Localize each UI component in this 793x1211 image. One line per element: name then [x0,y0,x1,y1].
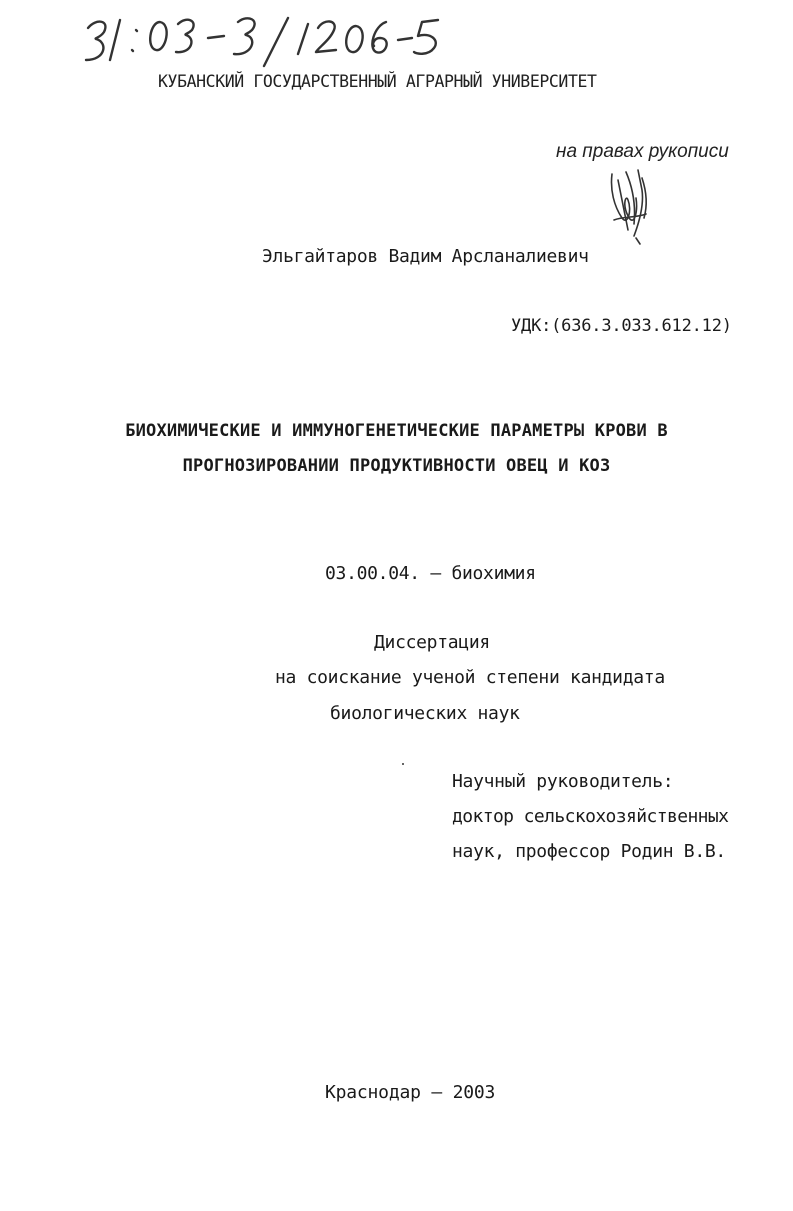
specialty-code: 03.00.04. – биохимия [325,563,536,584]
dissertation-title-line-2: ПРОГНОЗИРОВАНИИ ПРОДУКТИВНОСТИ ОВЕЦ И КОЗ [182,456,611,476]
degree-line: на соискание ученой степени кандидата [275,667,665,688]
signature [598,160,660,248]
university-name: КУБАНСКИЙ ГОСУДАРСТВЕННЫЙ АГРАРНЫЙ УНИВЕРСИТЕТ [158,72,597,91]
supervisor-label: Научный руководитель: [452,771,674,792]
dissertation-label: Диссертация [374,632,490,653]
scan-speck [402,763,404,765]
dissertation-title-line-1: БИОХИМИЧЕСКИЕ И ИММУНОГЕНЕТИЧЕСКИЕ ПАРАМЕТРЫ КРОВИ В [125,421,668,441]
supervisor-name: наук, профессор Родин В.В. [452,841,726,862]
udk-code: УДК:(636.3.033.612.12) [511,316,732,336]
supervisor-degree: доктор сельскохозяйственных [452,806,729,827]
city-year: Краснодар – 2003 [325,1082,496,1103]
author-name: Эльгайтаров Вадим Арсланалиевич [262,246,589,267]
manuscript-note: на правах рукописи [556,141,729,162]
degree-field: биологических наук [330,703,520,724]
handwritten-archive-number [62,8,442,70]
